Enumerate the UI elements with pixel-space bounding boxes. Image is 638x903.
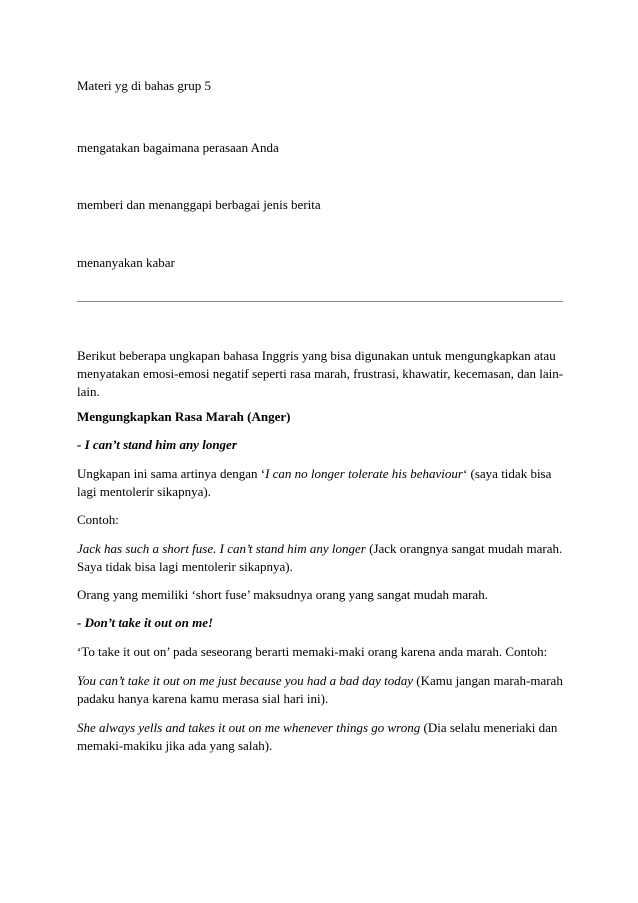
expression-2-example-1-italic: You can’t take it out on me just because you had a bad day today — [77, 673, 414, 688]
expression-1-explanation-italic: I can no longer tolerate his behaviour — [265, 466, 463, 481]
short-fuse-note: Orang yang memiliki ‘short fuse’ maksudnya orang yang sangat mudah marah. — [77, 587, 488, 602]
expression-2-example-2-line-2: memaki-makiku jika ada yang salah). — [77, 738, 273, 753]
topic-item-4: menanyakan kabar — [77, 255, 175, 270]
expression-2-example-2-translation: (Dia selalu meneriaki dan — [420, 720, 558, 735]
topic-item-2: mengatakan bagaimana perasaan Anda — [77, 140, 279, 155]
horizontal-divider — [77, 301, 563, 302]
intro-line-2: menyatakan emosi-emosi negatif seperti rasa marah, frustrasi, khawatir, kecemasan, dan lain- — [77, 366, 564, 381]
expression-1-example-translation: (Jack orangnya sangat mudah marah. — [365, 541, 563, 556]
expression-1-example — [77, 540, 562, 558]
expression-2-example-1-line-2: padaku hanya karena kamu merasa sial hari ini). — [77, 691, 329, 706]
expression-1-explanation — [77, 465, 551, 483]
expression-1-title: - I can’t stand him any longer — [77, 437, 237, 452]
section-heading: Mengungkapkan Rasa Marah (Anger) — [77, 409, 291, 424]
expression-2-example-1 — [77, 672, 563, 690]
topic-item-1: Materi yg di bahas grup 5 — [77, 78, 211, 93]
expression-2-example-1-translation: (Kamu jangan marah-marah — [413, 673, 563, 688]
example-label: Contoh: — [77, 512, 119, 527]
expression-2-explanation: ‘To take it out on’ pada seseorang berarti memaki-maki orang karena anda marah. Contoh: — [77, 644, 548, 659]
expression-1-explanation-end: ‘ (saya tidak bisa — [462, 466, 552, 481]
expression-2-example-2 — [77, 719, 557, 737]
topic-item-3: memberi dan menanggapi berbagai jenis berita — [77, 197, 321, 212]
intro-line-1: Berikut beberapa ungkapan bahasa Inggris yang bisa digunakan untuk mengungkapkan atau — [77, 348, 556, 363]
expression-2-example-2-italic: She always yells and takes it out on me whenever things go wrong — [77, 720, 421, 735]
expression-1-example-italic: Jack has such a short fuse. I can’t stand him any longer — [77, 541, 366, 556]
expression-2-title: - Don’t take it out on me! — [77, 615, 214, 630]
expression-1-example-line-2: Saya tidak bisa lagi mentolerir sikapnya). — [77, 559, 293, 574]
expression-1-explanation-line-2: lagi mentolerir sikapnya). — [77, 484, 211, 499]
intro-line-3: lain. — [77, 384, 100, 399]
expression-1-explanation-start: Ungkapan ini sama artinya dengan ‘ — [77, 466, 266, 481]
